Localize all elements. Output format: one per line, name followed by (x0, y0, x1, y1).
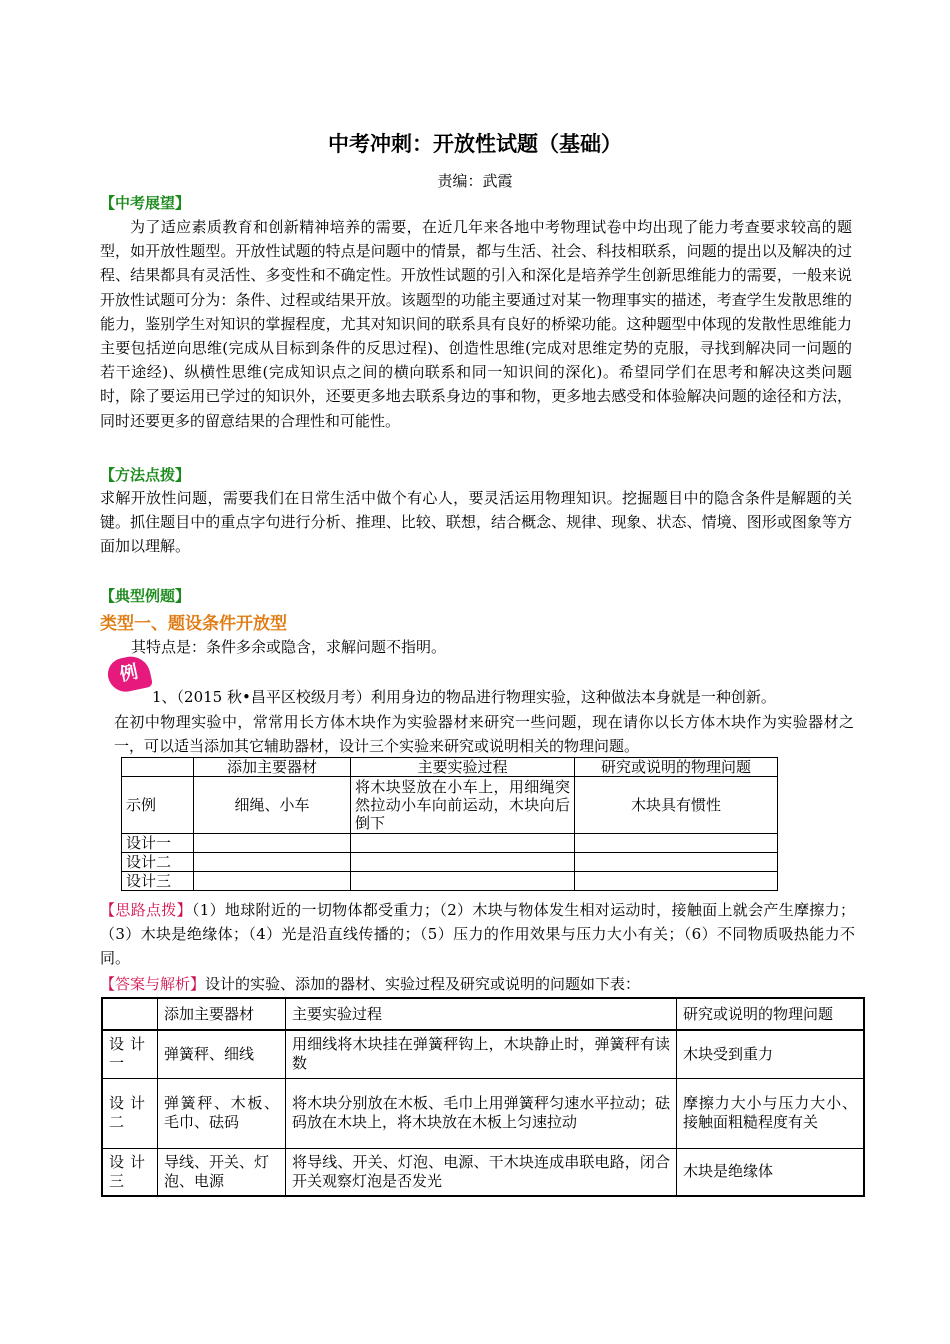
example-badge-icon: 例 (105, 653, 153, 695)
hint-label: 【思路点拨】 (100, 901, 192, 919)
section-heading-outlook: 【中考展望】 (100, 194, 191, 212)
table-header-cell: 研究或说明的物理问题 (677, 998, 865, 1030)
table-cell[interactable] (575, 834, 778, 853)
page-title: 中考冲刺：开放性试题（基础） (328, 132, 622, 156)
table-cell[interactable] (194, 872, 351, 891)
table-cell[interactable] (351, 834, 575, 853)
answer-text: 设计的实验、添加的器材、实验过程及研究或说明的问题如下表： (205, 975, 641, 993)
answer-label: 【答案与解析】 (100, 975, 206, 993)
question-table (121, 757, 778, 891)
table-cell[interactable] (575, 853, 778, 872)
table-cell: 示例 (122, 777, 194, 834)
question-1-line1: 1、（2015 秋•昌平区校级月考）利用身边的物品进行物理实验，这种做法本身就是一种创新。 (152, 688, 776, 706)
table-cell[interactable] (194, 853, 351, 872)
table-row (102, 1148, 864, 1196)
table-header-row (102, 998, 864, 1030)
section-heading-examples: 【典型例题】 (100, 587, 191, 605)
answer-table (101, 997, 865, 1197)
table-row (102, 1030, 864, 1078)
table-header-cell (122, 758, 194, 777)
type-heading: 类型一、题设条件开放型 (100, 614, 287, 634)
question-1-text: 在初中物理实验中，常常用长方体木块作为实验器材来研究一些问题，现在请你以长方体木块作为实验器材之一，可以适当添加其它辅助器材，设计三个实验来研究或说明相关的物理问题。 (114, 713, 854, 756)
table-header-cell: 添加主要器材 (158, 998, 286, 1030)
table-cell[interactable] (194, 834, 351, 853)
table-row (102, 1078, 864, 1148)
table-cell: 将木块竖放在小车上，用细绳突然拉动小车向前运动，木块向后倒下 (351, 777, 575, 834)
table-cell: 木块是绝缘体 (677, 1148, 865, 1196)
table-header-cell: 主要实验过程 (286, 998, 677, 1030)
table-cell: 设计三 (102, 1148, 158, 1196)
table-header-cell (102, 998, 158, 1030)
table-cell: 弹簧秤、细线 (158, 1030, 286, 1078)
answer-intro (100, 973, 640, 994)
table-header-row (122, 758, 778, 777)
outlook-paragraph: 为了适应素质教育和创新精神培养的需要，在近几年来各地中考物理试卷中均出现了能力考查要求较高的题型，如开放性题型。开放性试题的特点是问题中的情景，都与生活、社会、科技相联系，问题的提出以及解决的过程、结果都具有灵活性、多变性和不确定性。开放性试题的引入和深化是培养学生创新思维能力的需要，一般来说开放性试题可分为：条件、过程或结果开放。该题型的功能主要通过对某一物理事实的描述，考查学生发散思维的能力，鉴别学生对知识的掌握程度，尤其对知识间的联系具有良好的桥梁功能。这种题型中体现的发散性思维能力主要包括逆向思维(完成从目标到条件的反思过程)、创造性思维(完成对思维定势的克服，寻找到解决同一问题的若干途经)、纵横性思维(完成知识点之间的横向联系和同一知识间的深化)。希望同学们在思考和解决这类问题时，除了要运用已学过的知识外，还要更多地去联系身边的事和物，更多地去感受和体验解决问题的途径和方法，同时还要更多的留意结果的合理性和可能性。 (100, 218, 852, 430)
table-cell: 设计一 (102, 1030, 158, 1078)
table-cell: 设计三 (122, 872, 194, 891)
table-row (122, 834, 778, 853)
table-cell[interactable] (351, 853, 575, 872)
table-cell: 设计一 (122, 834, 194, 853)
author-line: 责编：武霞 (437, 172, 513, 190)
hint-text: （1）地球附近的一切物体都受重力；（2）木块与物体发生相对运动时，接触面上就会产生摩擦力；（3）木块是绝缘体；（4）光是沿直线传播的；（5）压力的作用效果与压力大小有关；（6）不同物质吸热能力不同。 (100, 901, 855, 968)
table-cell: 将导线、开关、灯泡、电源、干木块连成串联电路，闭合开关观察灯泡是否发光 (286, 1148, 677, 1196)
table-cell: 细绳、小车 (194, 777, 351, 834)
section-heading-method: 【方法点拨】 (100, 466, 191, 484)
table-header-cell: 研究或说明的物理问题 (575, 758, 778, 777)
table-cell: 导线、开关、灯泡、电源 (158, 1148, 286, 1196)
table-cell[interactable] (351, 872, 575, 891)
table-cell: 木块具有惯性 (575, 777, 778, 834)
table-cell: 弹簧秤、木板、毛巾、砝码 (158, 1078, 286, 1148)
table-row (122, 777, 778, 834)
table-header-cell: 主要实验过程 (351, 758, 575, 777)
method-paragraph: 求解开放性问题，需要我们在日常生活中做个有心人，要灵活运用物理知识。挖掘题目中的隐含条件是解题的关键。抓住题目中的重点字句进行分析、推理、比较、联想，结合概念、规律、现象、状态、情境、图形或图象等方面加以理解。 (100, 489, 852, 556)
table-cell: 木块受到重力 (677, 1030, 865, 1078)
table-cell: 设计二 (102, 1078, 158, 1148)
table-cell: 设计二 (122, 853, 194, 872)
table-cell: 将木块分别放在木板、毛巾上用弹簧秤匀速水平拉动；砝码放在木块上，将木块放在木板上匀速拉动 (286, 1078, 677, 1148)
table-cell: 摩擦力大小与压力大小、接触面粗糙程度有关 (677, 1078, 865, 1148)
table-cell: 用细线将木块挂在弹簧秤钩上，木块静止时，弹簧秤有读数 (286, 1030, 677, 1078)
table-row (122, 872, 778, 891)
type-feature: 其特点是：条件多余或隐含，求解问题不指明。 (131, 638, 447, 656)
table-header-cell: 添加主要器材 (194, 758, 351, 777)
table-row (122, 853, 778, 872)
hint-paragraph (100, 898, 855, 971)
table-cell[interactable] (575, 872, 778, 891)
